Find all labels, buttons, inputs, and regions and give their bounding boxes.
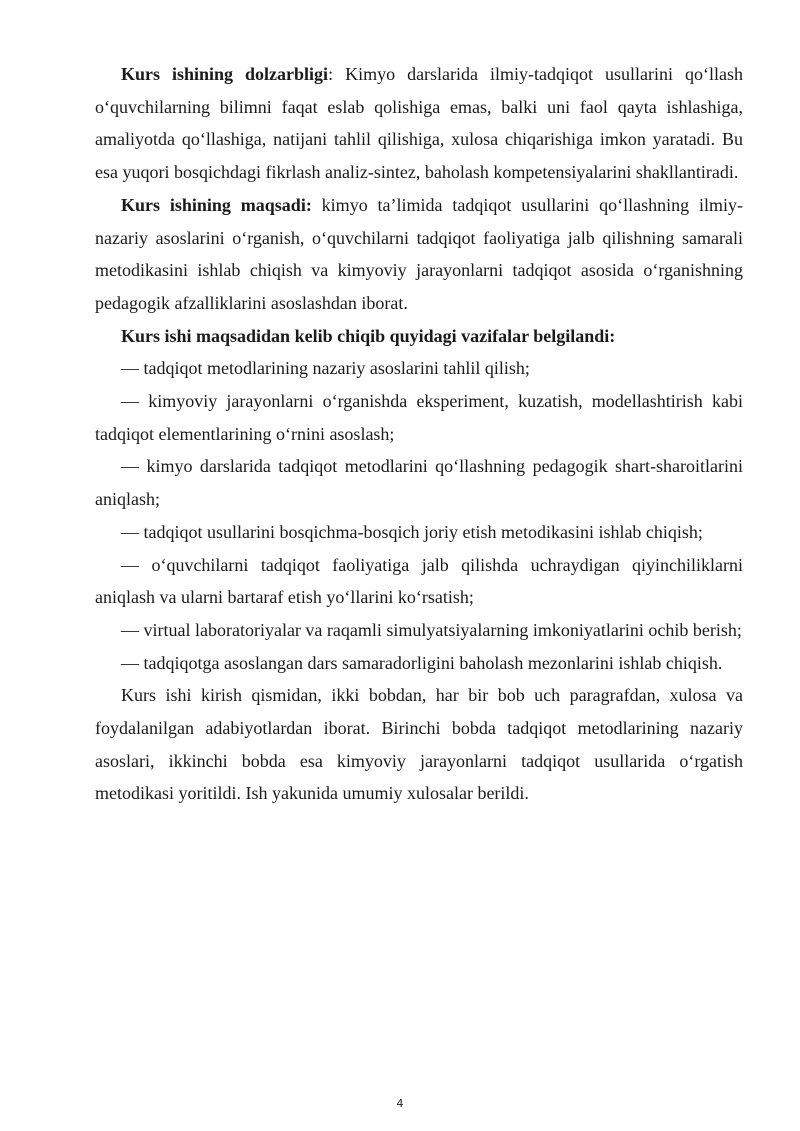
task-item-4: — tadqiqot usullarini bosqichma-bosqich joriy etish metodikasini ishlab chiqish; <box>121 521 703 542</box>
task-item-6: — virtual laboratoriyalar va raqamli simulyatsiyalarning imkoniyatlarini ochib berish; <box>121 619 742 640</box>
relevance-text: : Kimyo darslarida ilmiy-tadqiqot usullarini qo‘llash o‘quvchilarning bilimni faqat eslab qolishiga emas, balki uni faol qayta ishlashiga, amaliyotda qo‘llashiga, natijani tahlil qilishiga, xulosa chiqarishiga imkon yaratadi. Bu esa yuqori bosqichdagi fikrlash analiz-sintez, baholash kompetensiyalarini shakllantiradi. <box>95 64 743 183</box>
document-body <box>95 58 743 810</box>
task-item-3: — kimyo darslarida tadqiqot metodlarini qo‘llashning pedagogik shart-sharoitlarini aniqlash; <box>95 456 743 510</box>
relevance-label: Kurs ishining dolzarbligi <box>121 64 329 84</box>
task-item-2: — kimyoviy jarayonlarni o‘rganishda eksperiment, kuzatish, modellashtirish kabi tadqiqot elementlarining o‘rnini asoslash; <box>95 391 743 444</box>
relevance-paragraph <box>95 58 743 189</box>
task-item-7: — tadqiqotga asoslangan dars samaradorligini baholash mezonlarini ishlab chiqish. <box>121 652 723 673</box>
goal-text: kimyo ta’limida tadqiqot usullarini qo‘llashning ilmiy-nazariy asoslarini o‘rganish, o‘quvchilarni tadqiqot faoliyatiga jalb qilishning samarali metodikasini ishlab chiqish va kimyoviy jarayonlarni tadqiqot asosida o‘rganishning pedagogik afzalliklarini asoslashdan iborat. <box>95 194 744 313</box>
tasks-heading: Kurs ishi maqsadidan kelib chiqib quyidagi vazifalar belgilandi: <box>121 325 616 346</box>
task-item-5: — o‘quvchilarni tadqiqot faoliyatiga jalb qilishda uchraydigan qiyinchiliklarni aniqlash va ularni bartaraf etish yo‘llarini ko‘rsatish; <box>95 554 743 608</box>
goal-label: Kurs ishining maqsadi: <box>121 194 312 215</box>
page-number: 4 <box>396 1097 404 1110</box>
goal-paragraph <box>95 189 743 320</box>
structure-paragraph: Kurs ishi kirish qismidan, ikki bobdan, har bir bob uch paragrafdan, xulosa va foydalanilgan adabiyotlardan iborat. Birinchi bobda tadqiqot metodlarining nazariy asoslari, ikkinchi bobda esa kimyoviy jarayonlarni tadqiqot usullarida o‘rgatish metodikasi yoritildi. Ish yakunida umumiy xulosalar berildi. <box>95 685 743 804</box>
task-item-1: — tadqiqot metodlarining nazariy asoslarini tahlil qilish; <box>121 358 530 379</box>
